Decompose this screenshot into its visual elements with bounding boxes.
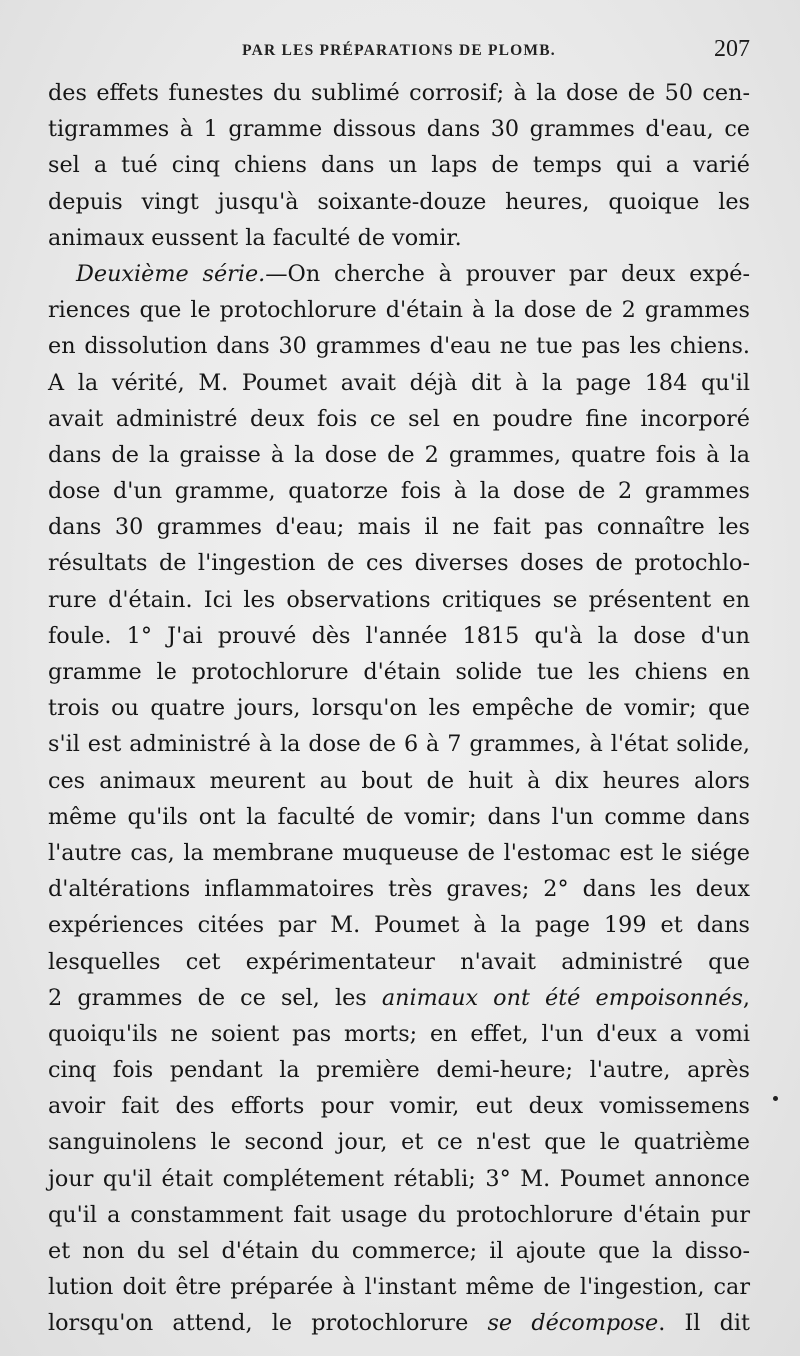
text-line [48,835,750,871]
text-line [48,907,750,943]
text-line [48,1124,750,1160]
line-text: dans 30 grammes d'eau; mais il ne fait pas connaître les [48,514,750,541]
line-text: riences que le protochlorure d'étain à la dose de 2 grammes [48,297,750,324]
line-text: l'autre cas, la membrane muqueuse de l'estomac est le siége [48,839,750,866]
text-line [48,1269,750,1305]
running-title: PAR LES PRÉPARATIONS DE PLOMB. [242,42,556,59]
line-text: depuis vingt jusqu'à soixante-douze heures, quoique les [48,188,750,215]
line-text: sel a tué cinq chiens dans un laps de temps qui a varié [48,152,750,179]
line-text: et non du sel d'étain du commerce; il ajoute que la disso- [48,1238,750,1264]
line-text: avoir fait des efforts pour vomir, eut deux vomissemens [48,1093,750,1120]
text-line [48,111,750,147]
text-line [48,1161,750,1197]
text-line [48,328,750,364]
text-line [48,473,750,509]
text-line [48,726,750,762]
text-line [48,545,750,581]
text-line [48,184,750,220]
running-header [48,34,750,68]
text-line [48,944,750,980]
line-text: d'altérations inflammatoires très graves; 2° dans les deux [48,876,750,903]
line-text: avait administré deux fois ce sel en poudre fine incorporé [48,405,750,432]
text-line [48,618,750,654]
line-text: sanguinolens le second jour, et ce n'est que le quatrième [48,1129,750,1156]
text-line [48,871,750,907]
text-line [48,401,750,437]
text-line [48,980,750,1016]
text-line [48,1052,750,1088]
text-line [48,75,750,111]
text-line [48,1233,750,1269]
italic-heading: Deuxième série. [76,260,266,287]
text-line [48,1088,750,1124]
line-text: qu'il a constamment fait usage du protochlorure d'étain pur [48,1201,750,1228]
line-text: lorsqu'on attend, le protochlorure [48,1310,488,1337]
line-text: même qu'ils ont la faculté de vomir; dans l'un comme dans [48,803,750,830]
italic-emphasis: animaux ont été empoisonnés [381,984,743,1011]
text-line [48,799,750,835]
line-text: dans de la graisse à la dose de 2 grammes, quatre fois à la [48,441,750,468]
line-text: des effets funestes du sublimé corrosif; à la dose de 50 cen- [48,80,750,106]
line-tail: , [742,984,750,1011]
line-text: trois ou quatre jours, lorsqu'on les empêche de vomir; que [48,695,750,722]
ink-speck [773,1096,778,1101]
line-text: animaux eussent la faculté de vomir. [48,224,462,251]
page-number: 207 [714,36,750,62]
line-text: jour qu'il était complétement rétabli; 3° M. Poumet annonce [48,1165,750,1192]
line-text: cinq fois pendant la première demi-heure; l'autre, après [48,1057,750,1084]
line-text: foule. 1° J'ai prouvé dès l'année 1815 qu'à la dose d'un [48,622,750,649]
text-line [48,1016,750,1052]
text-line [48,763,750,799]
text-line [48,220,750,256]
text-line [48,256,750,292]
text-line [48,1305,750,1341]
italic-emphasis: se décompose [487,1310,659,1337]
line-text: résultats de l'ingestion de ces diverses doses de protochlo- [48,550,750,577]
line-text: s'il est administré à la dose de 6 à 7 grammes, à l'état solide, [48,731,750,758]
line-text: gramme le protochlorure d'étain solide tue les chiens en [48,659,750,685]
text-line [48,582,750,618]
line-text: quoiqu'ils ne soient pas morts; en effet, l'un d'eux a vomi [48,1020,750,1047]
line-text: 2 grammes de ce sel, les [48,984,382,1011]
line-text: rure d'étain. Ici les observations critiques se présentent en [48,586,750,613]
line-text: lution doit être préparée à l'instant même de l'ingestion, car [48,1274,750,1301]
line-text: —On cherche à prouver par deux expé- [265,260,750,287]
line-text: expériences citées par M. Poumet à la page 199 et dans [48,912,750,939]
text-line [48,1197,750,1233]
text-line [48,654,750,690]
text-line [48,147,750,183]
line-text: ces animaux meurent au bout de huit à dix heures alors [48,767,750,794]
line-text: lesquelles cet expérimentateur n'avait administré que [48,948,750,975]
text-line [48,292,750,328]
line-text: tigrammes à 1 gramme dissous dans 30 grammes d'eau, ce [48,116,750,143]
line-text: en dissolution dans 30 grammes d'eau ne tue pas les chiens. [48,333,750,360]
text-line [48,509,750,545]
text-line [48,437,750,473]
line-text: dose d'un gramme, quatorze fois à la dose de 2 grammes [48,478,750,505]
line-text: A la vérité, M. Poumet avait déjà dit à la page 184 qu'il [48,369,750,396]
text-line [48,690,750,726]
text-line [48,365,750,401]
body-text [48,75,750,1342]
line-tail: . Il dit [658,1310,750,1337]
